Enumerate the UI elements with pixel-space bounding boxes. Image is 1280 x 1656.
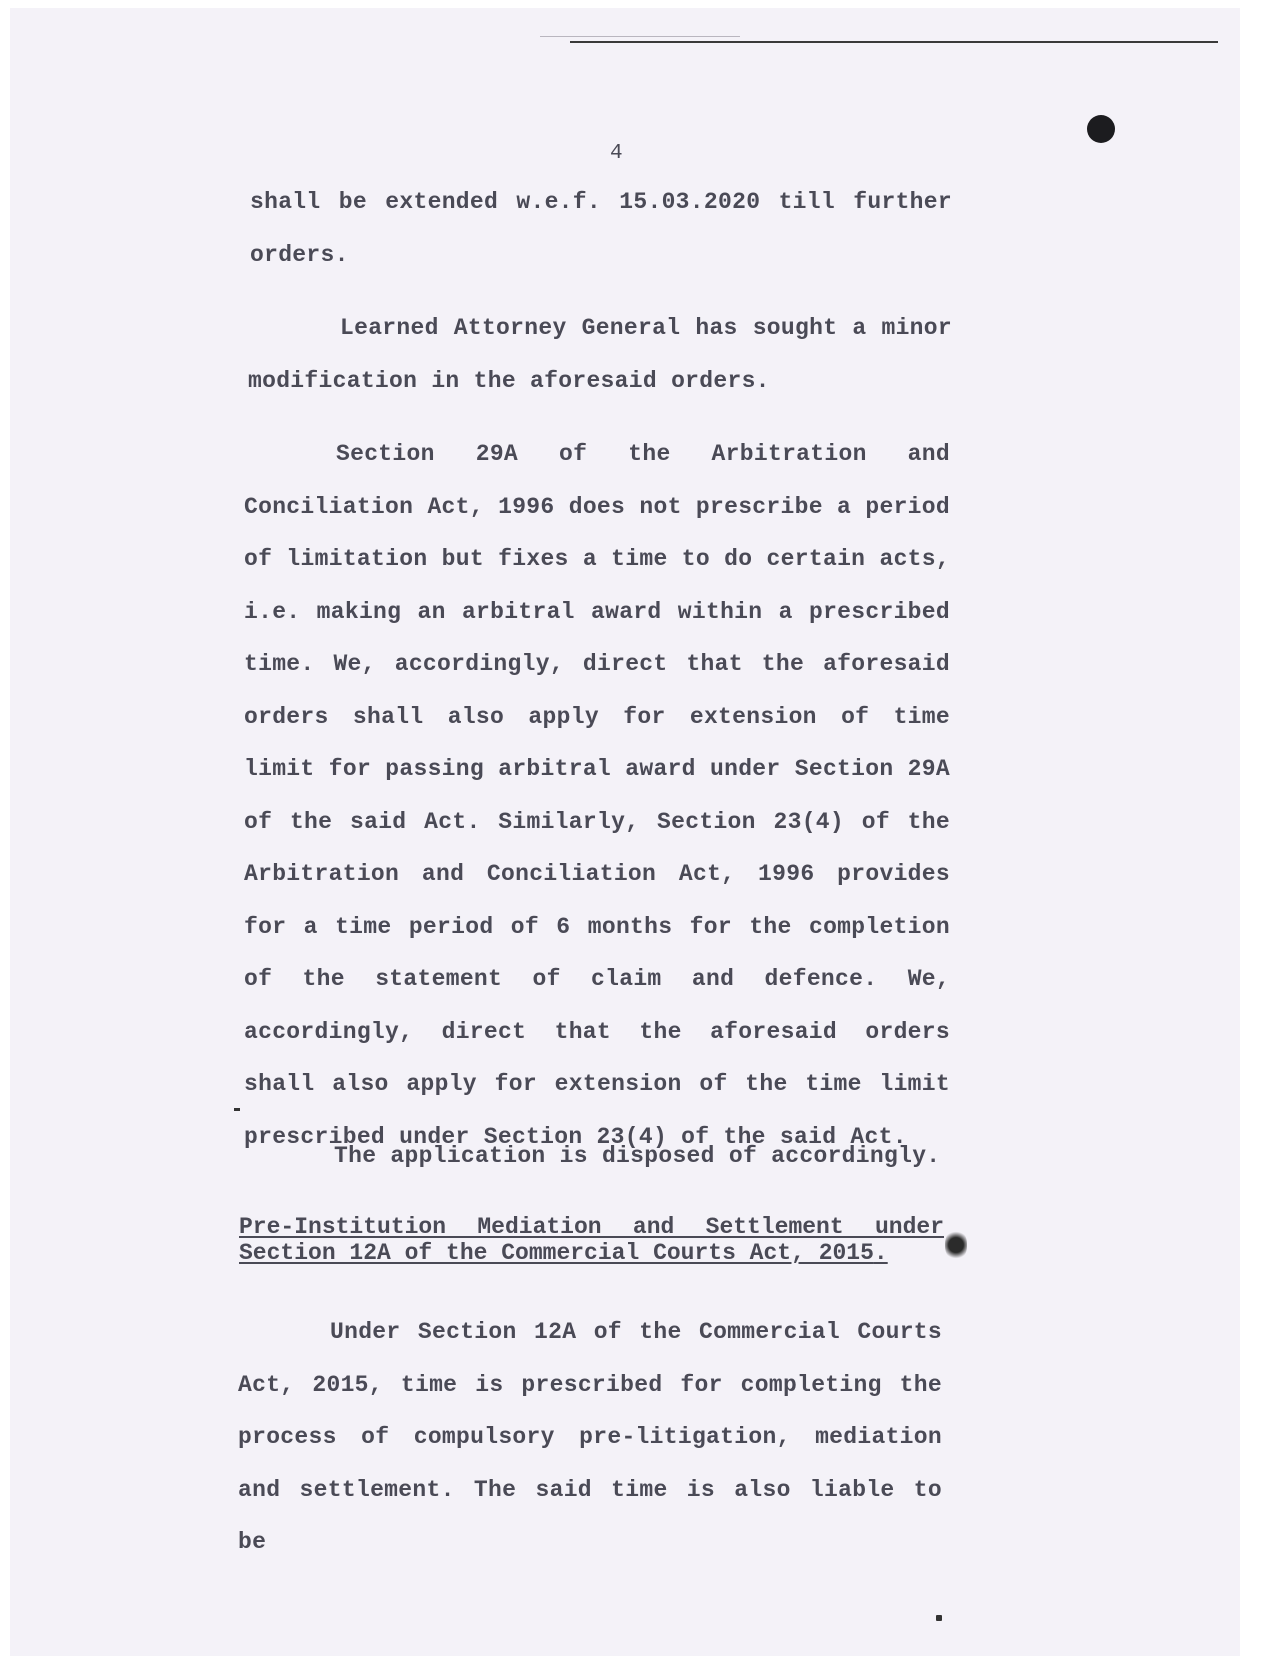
section-heading-text: Pre-Institution Mediation and Settlement under Section 12A of the Commercial Courts Act, 2015 [239,1214,944,1266]
paragraph-section-12a: Under Section 12A of the Commercial Courts Act, 2015, time is prescribed for completing the process of compulsory pre-litigation, mediation and settlement. The said time is also liable to be [238,1319,942,1555]
top-rule [570,41,1218,43]
paragraph-section-29a: Section 29A of the Arbitration and Conciliation Act, 1996 does not prescribe a period of limitation but fixes a time to do certain acts, i.e. making an arbitral award within a prescribed time. We, accordingly, direct that the aforesaid orders shall also apply for extension of time limit for passing arbitral award under Section 29A of the said Act. Similarly, Section 23(4) of the Arbitration and Conciliation Act, 1996 provides for a time period of 6 months for the completion of the statement of claim and defence. We, accordingly, direct that the aforesaid orders shall also apply for extension of the time limit prescribed under Section 23(4) of the said Act. [244,441,950,1150]
paragraph-disposed: The application is disposed of accordingly. [334,1143,941,1169]
section-heading [239,1214,944,1266]
document-page [10,8,1240,1656]
scan-speck [936,1615,942,1621]
ink-blot [1087,115,1115,143]
paragraph-attorney-general: Learned Attorney General has sought a minor modification in the aforesaid orders. [248,315,952,394]
margin-mark [234,1108,240,1111]
paragraph-continuation: shall be extended w.e.f. 15.03.2020 till further orders. [250,189,952,268]
ink-smudge [945,1230,967,1260]
page-number: 4 [610,142,623,165]
top-rule-faint [540,36,740,37]
section-heading-period: . [873,1240,888,1266]
